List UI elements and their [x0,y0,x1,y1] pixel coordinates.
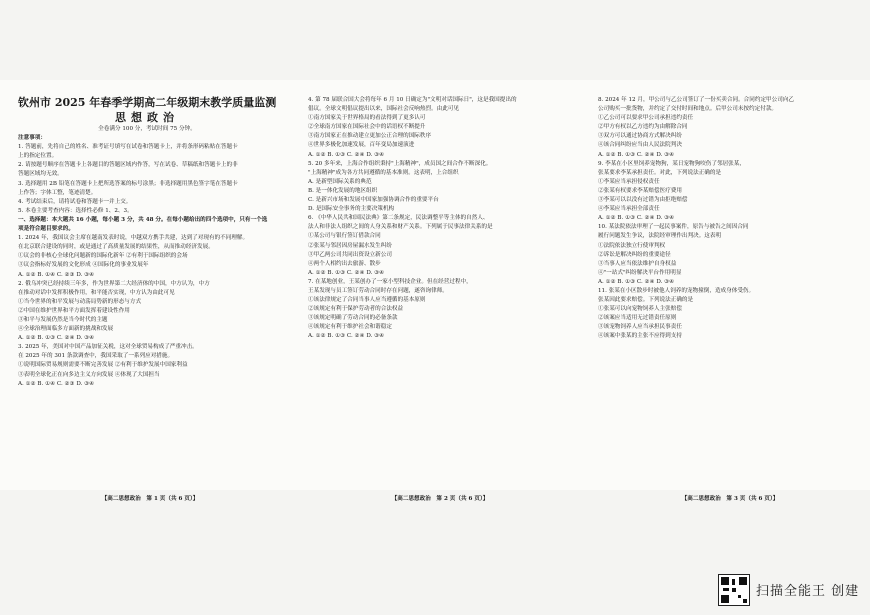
question-line: ④该合同纠纷应当由人民法院判决 [598,142,682,149]
note-line: 5. 本卷主要考查内容：选择性必修 1、2、3。 [18,207,133,214]
question-line: 张某因此要求赔偿。下列说法正确的是 [598,297,694,304]
question-line: ③李某可以以没有过错为由拒绝赔偿 [598,197,688,204]
question-line: 在 2025 年的 301 条款调查中，我国采取了一系列应对措施。 [18,353,174,360]
question-line: A. ①② B. ①③ C. ②④ D. ③④ [18,335,95,342]
note-line: 上的指定位置。 [18,153,58,160]
question-line: A. ①② B. ①④ C. ②③ D. ③④ [18,380,95,387]
question-line: ②诉讼是解决纠纷的重要途径 [598,251,671,258]
scanner-brand-label: 扫描全能王 创建 [756,584,860,599]
question-line: 11. 张某在小区散步时被他人饲养的宠物撞倒，造成身体受伤。 [598,287,755,294]
question-line: ③该规定明确了劳动合同的必备条款 [308,315,398,322]
question-line: 8. 2024 年 12 月，甲公司与乙公司签订了一份买卖合同。合同约定甲公司向乙 [598,97,795,103]
question-line: 10. 某法院依法审理了一起民事案件，原告与被告之间因合同 [598,224,749,231]
question-line: 倡议。全球文明倡议提出以来，国际社会反响热烈。由此可见 [308,106,460,113]
question-line: 9. 李某在小区里饲养宠物狗，某日宠物狗咬伤了邻居张某， [598,160,745,167]
question-line: ②该案应当适用无过错责任原则 [598,315,677,322]
question-line: ③和平与发展仍然是当今时代的主题 [18,316,108,323]
question-line: ①李某应当承担侵权责任 [598,178,660,185]
question-line: ②该规定有利于保护劳动者的合法权益 [308,306,404,313]
question-line: ④两个人相约出去旅游、散步 [308,260,381,267]
questions-list-2 [308,96,570,342]
question-line: 1. 2024 年，我国议会主席在越南发表时说，中越双方携手共建，达到了对现有的不同理解。 [18,235,249,242]
question-line: A. ①② B. ①③ C. ②④ D. ③④ [308,333,385,340]
question-line: 5. 20 多年来，上海合作组织秉持"上海精神"，成员国之间合作不断深化。 [308,160,492,167]
subject-title: 思想政治 [115,111,179,124]
question-line: ③南方国家正在推动建立更加公正合理的国际秩序 [308,133,432,140]
page-footer-1: 【高二思想政治 第 1 页（共 6 页）】 [101,496,199,502]
question-line: A. ①② B. ①④ C. ②③ D. ③④ [18,271,95,278]
notes-header: 注意事项： [18,135,46,142]
note-line: 4. 考试结束后，请将试卷和答题卡一并上交。 [18,198,132,205]
note-line: 上作答；字体工整，笔迹清楚。 [18,189,97,196]
question-line: A. ①② B. ①③ C. ②④ D. ③④ [308,269,385,276]
question-line: 法人和非法人组织之间的人身关系和财产关系。下列属于民事法律关系的是 [308,224,493,231]
question-line: A. ①② B. ①③ C. ②④ D. ③④ [598,151,675,158]
page-footer-3: 【高二思想政治 第 3 页（共 6 页）】 [681,496,779,502]
question-line: ①张某可以向宠物饲养人主张赔偿 [598,306,682,313]
question-line: ①当今世界的和平发展与动荡局势新的形态与方式 [18,298,142,305]
page-column-1 [18,96,276,389]
question-line: ①该法律规定了合同当事人应当遵循的基本原则 [308,297,426,304]
questions-list-3 [598,96,860,342]
question-line: A. ①② B. ①③ C. ②④ D. ③④ [598,278,675,285]
page-column-3 [598,96,860,342]
question-line: ④世界多极化加速发展，百年变局加速演进 [308,142,415,149]
questions-list-1 [18,234,276,389]
question-line: ②甲方有权以乙方违约为由解除合同 [598,124,688,131]
question-line: 7. 在某地创业，王某创办了一家小型科技企业。但在经营过程中， [308,278,472,285]
question-line: 公司购买一批货物，并约定了交付时间和地点。后甲公司未按约定付款。 [598,106,778,113]
question-line: 王某发现与员工签订劳动合同时存在问题，遂咨询律师。 [308,287,448,294]
question-line: ②中国在维护世界和平方面发挥着建设性作用 [18,307,130,314]
note-line: 3. 选择题用 2B 铅笔在答题卡上把所选答案的标号涂黑；非选择题用黑色签字笔在答题卡 [18,180,238,187]
question-line: 3. 2025 年，美国对中国产品加征关税，这对全球贸易构成了严重冲击。 [18,344,198,351]
page-column-2 [308,96,570,342]
question-line: 2. 俄乌冲突已经持续三年多，作为世界第二大经济体的中国，中方认为，中方 [18,280,210,287]
question-line: B. 是一体化发展的地区组织 [308,187,378,194]
qr-code-icon [718,574,750,606]
question-line: 在北京联合建设的同时，或是通过了高质量发展的结果性，从而推动经济发展。 [18,244,214,251]
question-line: ②全球南方国家在国际社会中的话语权不断提升 [308,124,426,131]
section-heading-cont: 项是符合题目要求的。 [18,226,74,233]
question-line: ①南方国家关于世界格局的看法得到了更多认可 [308,115,426,122]
question-line: C. 是新兴市场和发展中国家加强协调合作的重要平台 [308,197,439,204]
question-line: 4. 第 78 届联合国大会将每年 6 月 10 日确定为"文明对话国际日"，这是我国提出的 [308,97,517,103]
section-heading: 一、选择题：本大题共 16 小题，每小题 3 分，共 48 分。在每小题给出的四个选项中，只有一个选 [18,216,268,223]
full-score-note: 全卷满分 100 分，考试时间 75 分钟。 [98,126,196,132]
question-line: A. ①② B. ①③ C. ②④ D. ③④ [598,215,675,222]
question-line: ①乙公司可以要求甲公司承担违约责任 [598,115,694,122]
question-line: A. 是新型国际关系的典范 [308,178,372,185]
question-line: 履行问题发生争议，法院经审理作出判决。这表明 [598,233,722,240]
question-line: ③该宠物饲养人应当承担民事责任 [598,324,682,331]
question-line: ④该案中张某的主张不应得到支持 [598,333,682,340]
question-line: ④"一站式"纠纷解决平台作用明显 [598,269,682,276]
question-line: 6. 《中华人民共和国民法典》第二条规定，民法调整平等主体的自然人、 [308,215,489,222]
question-line: "上海精神"成为各方共同遵循的基本准则。这表明，上合组织 [308,169,459,176]
question-line: ②张某有权要求李某赔偿医疗费用 [598,187,682,194]
question-line: ①法院依法独立行使审判权 [598,242,666,249]
page-footer-2: 【高二思想政治 第 2 页（共 6 页）】 [391,496,489,502]
question-line: 在推动对话中发挥积极作用，和平能否实现，中方认为由此可见 [18,289,175,296]
question-line: ③议会指标好发展的文化形成 ④国际化的事业发展年 [18,262,149,269]
question-line: 张某要求李某承担责任。对此，下列说法正确的是 [598,169,722,176]
question-line: ③表明全球化正在向多边主义方向发展 ④体现了大国担当 [18,371,160,378]
notes-list [18,143,276,216]
note-line: 答题区域均无效。 [18,171,63,178]
question-line: ④全球治理面临多方面新的挑战和发展 [18,326,114,333]
question-line: ①议会的非核心全球化问题新的国际化新年 ②有利于国际组织的会场 [18,253,188,260]
question-line: ③双方可以通过协商方式解决纠纷 [598,133,682,140]
question-line: A. ①② B. ①③ C. ②④ D. ③④ [308,151,385,158]
question-line: ④李某应当承担全部责任 [598,206,660,213]
exam-title: 钦州市 2025 年春季学期高二年级期末教学质量监测 [18,96,276,109]
question-line: ③当事人应当依法维护自身权益 [598,260,677,267]
question-line: D. 是国际安全事务的主要决策机构 [308,206,395,213]
note-line: 2. 请按题号顺序在答题卡上各题目的答题区域内作答，写在试卷、草稿纸和答题卡上的非 [18,162,238,169]
question-line: ②张某与邻居因房屋漏水发生纠纷 [308,242,392,249]
question-line: ③甲乙两公司共同出资设立新公司 [308,251,392,258]
question-line: ①说明国际贸易规则需要不断完善发展 ②有利于维护发展中国家利益 [18,362,188,369]
question-line: ④该规定有利于维护社会和谐稳定 [308,324,392,331]
note-line: 1. 答题前，先将自己的姓名、准考证号填写在试卷和答题卡上，并将条形码粘贴在答题卡 [18,144,238,151]
question-line: ①某公司与银行签订借款合同 [308,233,381,240]
